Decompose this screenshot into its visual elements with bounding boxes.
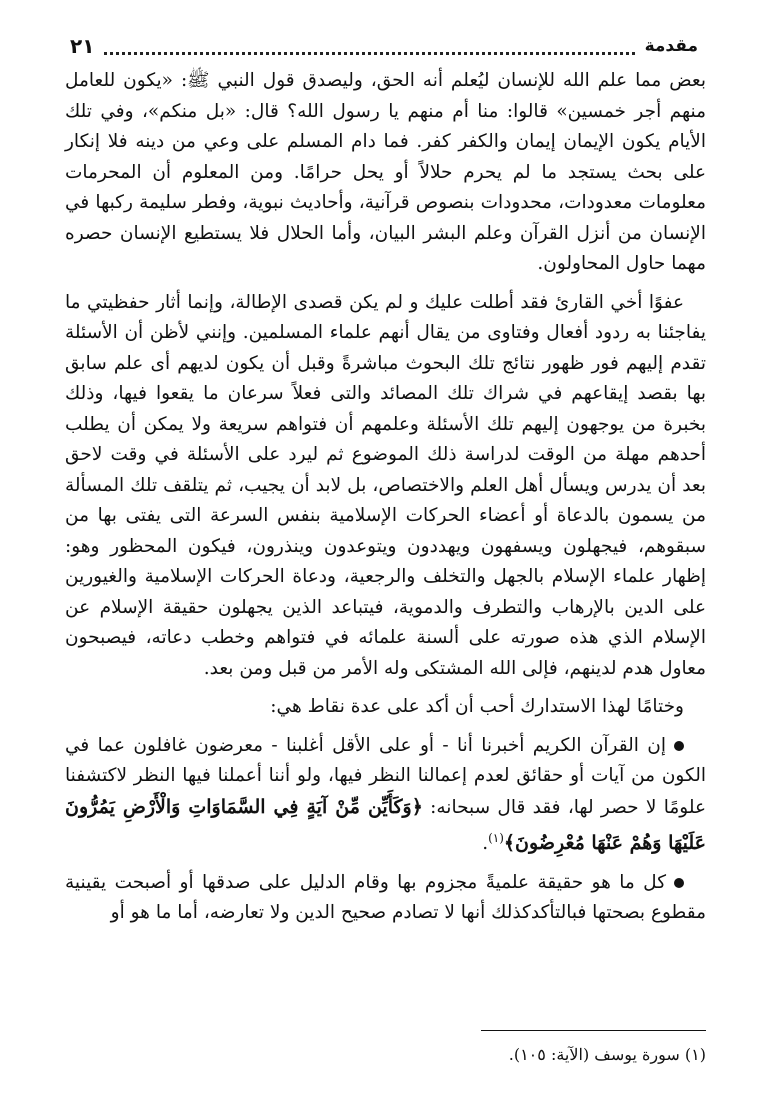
- paragraph-text: عفوًا أخي القارئ فقد أطلت عليك و لم يكن قصدى الإطالة، وإنما أثار حفظيتي ما يفاجئنا به ردود أفعال وفتاوى من يقال أنهم علماء المسلمين. وإنني لأظن أن الأسئلة تقدم إليهم فور ظهور نتائج تلك البحوث مباشرةً وقبل أن يكون لديهم أى علم سابق بها بقصد إيقاعهم في شراك تلك المصائد والتى فعلاً سرعان ما يقعوا فيها، وذلك بخبرة من يوجهون إليهم تلك الأسئلة وعلمهم أن فتواهم سريعة ولا يمكن أن يطلب أحدهم مهلة من الوقت لدراسة ذلك الموضوع ثم ليرد على الأسئلة في وقت لاحق بعد أن يدرس ويسأل أهل العلم والاختصاص، بل لابد أن يجيب، ثم يتلقف تلك المسألة من يسمون بالدعاة أو أعضاء الحركات الإسلامية بنفس السرعة التى يفتى بها من سبقوهم، فيجهلون ويسفهون ويهددون ويتوعدون وينذرون، فيكون المحظور وهو: إظهار علماء الإسلام بالجهل والتخلف والرجعية، ودعاة الحركات الإسلامية والغيورين على الدين بالإرهاب والتطرف والدموية، فيتباعد الذين يجهلون حقيقة الإسلام عن الإسلام الذي هذه صورته على ألسنة علمائه في فتواهم وخطب دعاته، فيصبحون معاول هدم لدينهم، فإلى الله المشتكى وله الأمر من قبل ومن بعد.: [65, 291, 706, 679]
- paragraph: [65, 288, 706, 685]
- footnote-divider: [481, 1030, 706, 1031]
- body-text: [65, 66, 706, 937]
- paragraph-text: إن القرآن الكريم أخبرنا أنا - أو على الأقل أغلبنا - معرضون غافلون عما في الكون من آيات أو حقائق لعدم إعمالنا النظر فيها، ولو أننا أعملنا فيها النظر لاكتشفنا علومًا لا حصر لها، فقد قال سبحانه:: [65, 734, 706, 818]
- bullet-paragraph: [65, 868, 706, 929]
- paragraph: [65, 692, 706, 723]
- footnote-text: (١) سورة يوسف (الآية: ١٠٥).: [508, 1045, 706, 1064]
- footnote-reference: (١): [488, 831, 504, 845]
- paragraph-tail: .: [482, 833, 489, 855]
- quran-verse: ﴿وَكَأَيِّن مِّنْ آيَةٍ فِي السَّمَاوَاتِ وَالْأَرْضِ يَمُرُّونَ عَلَيْهَا وَهُمْ عَنْهَا مُعْرِضُونَ﴾: [65, 795, 706, 855]
- bullet-dot-icon: [674, 741, 684, 751]
- bullet-dot-icon: [674, 878, 684, 888]
- paragraph-text: كل ما هو حقيقة علميةً مجزوم بها وقام الدليل على صدقها أو أصبحت يقينية مقطوع بصحتها فبالتأكدكذلك أنها لا تصادم صحيح الدين ولا تعارضه، أما ما هو أو: [65, 871, 706, 924]
- paragraph-text: وختامًا لهذا الاستدارك أحب أن أكد على عدة نقاط هي:: [270, 696, 684, 717]
- paragraph-text: بعض مما علم الله للإنسان ليُعلم أنه الحق، وليصدق قول النبي ﷺ: «يكون للعامل منهم أجر خمسين» قالوا: منا أم منهم يا رسول الله؟ قال: «بل منكم»، وفي تلك الأيام يكون الإيمان إيمان والكفر كفر. فما دام المسلم على وعي من دينه فلا إنكار على بحث يستجد ما لم يحرم حلالاً أو يحل حرامًا. ومن المعلوم أن المحرمات معلومات معدودات، محدودات بنصوص قرآنية، وأحاديث نبوية، وفطر سليمة ركبها في الإنسان من أنزل القرآن وعلم البشر البيان، وأما الحلال فلا يستطيع الإنسان حصره مهما حاول المحاولون.: [65, 70, 706, 274]
- header-dot-leader: [104, 38, 634, 55]
- page-number: ٢١: [70, 34, 95, 58]
- running-header: [70, 30, 698, 62]
- paragraph: [65, 66, 706, 280]
- footnote: [65, 1043, 706, 1067]
- bullet-paragraph: [65, 731, 706, 860]
- chapter-title: مقدمة: [644, 36, 698, 56]
